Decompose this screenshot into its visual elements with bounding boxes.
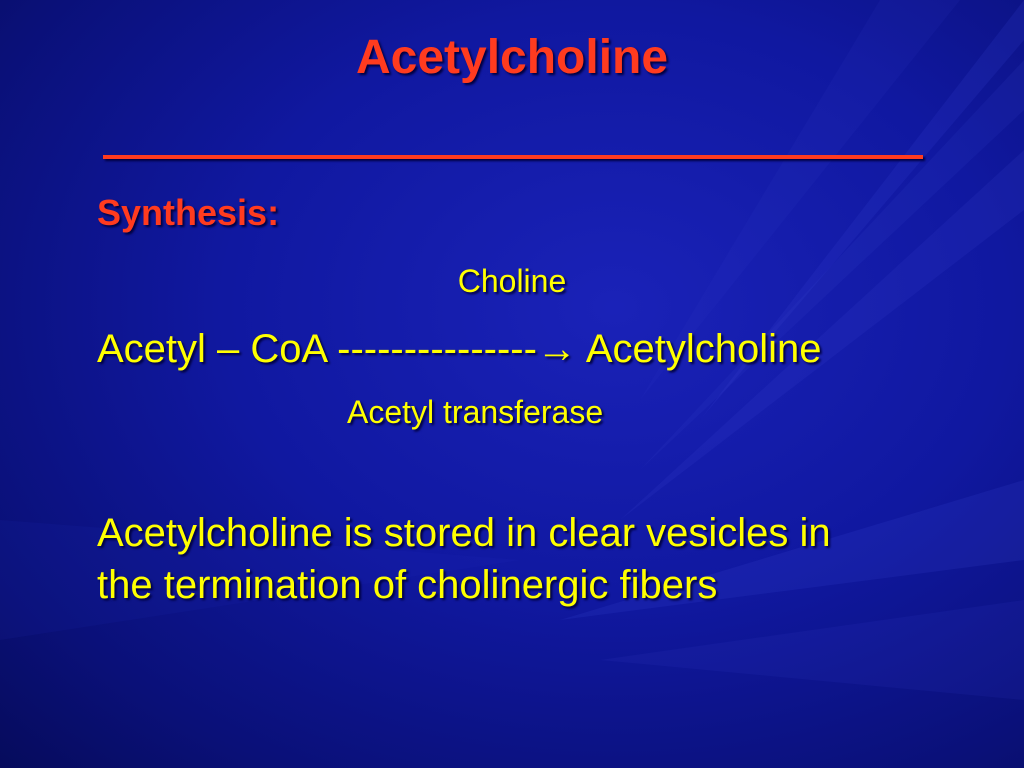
reaction-enzyme: Acetyl transferase — [347, 394, 604, 430]
reaction-equation: Acetyl – CoA ---------------→ Acetylcholine — [97, 327, 822, 371]
statement-line: the termination of cholinergic fibers — [97, 563, 718, 607]
slide-title: Acetylcholine — [355, 31, 669, 84]
reaction-cofactor: Choline — [457, 263, 567, 299]
synthesis-heading: Synthesis: — [97, 192, 280, 233]
statement-line: Acetylcholine is stored in clear vesicles in — [97, 511, 831, 555]
storage-statement — [97, 507, 957, 611]
title-underline — [103, 155, 923, 159]
